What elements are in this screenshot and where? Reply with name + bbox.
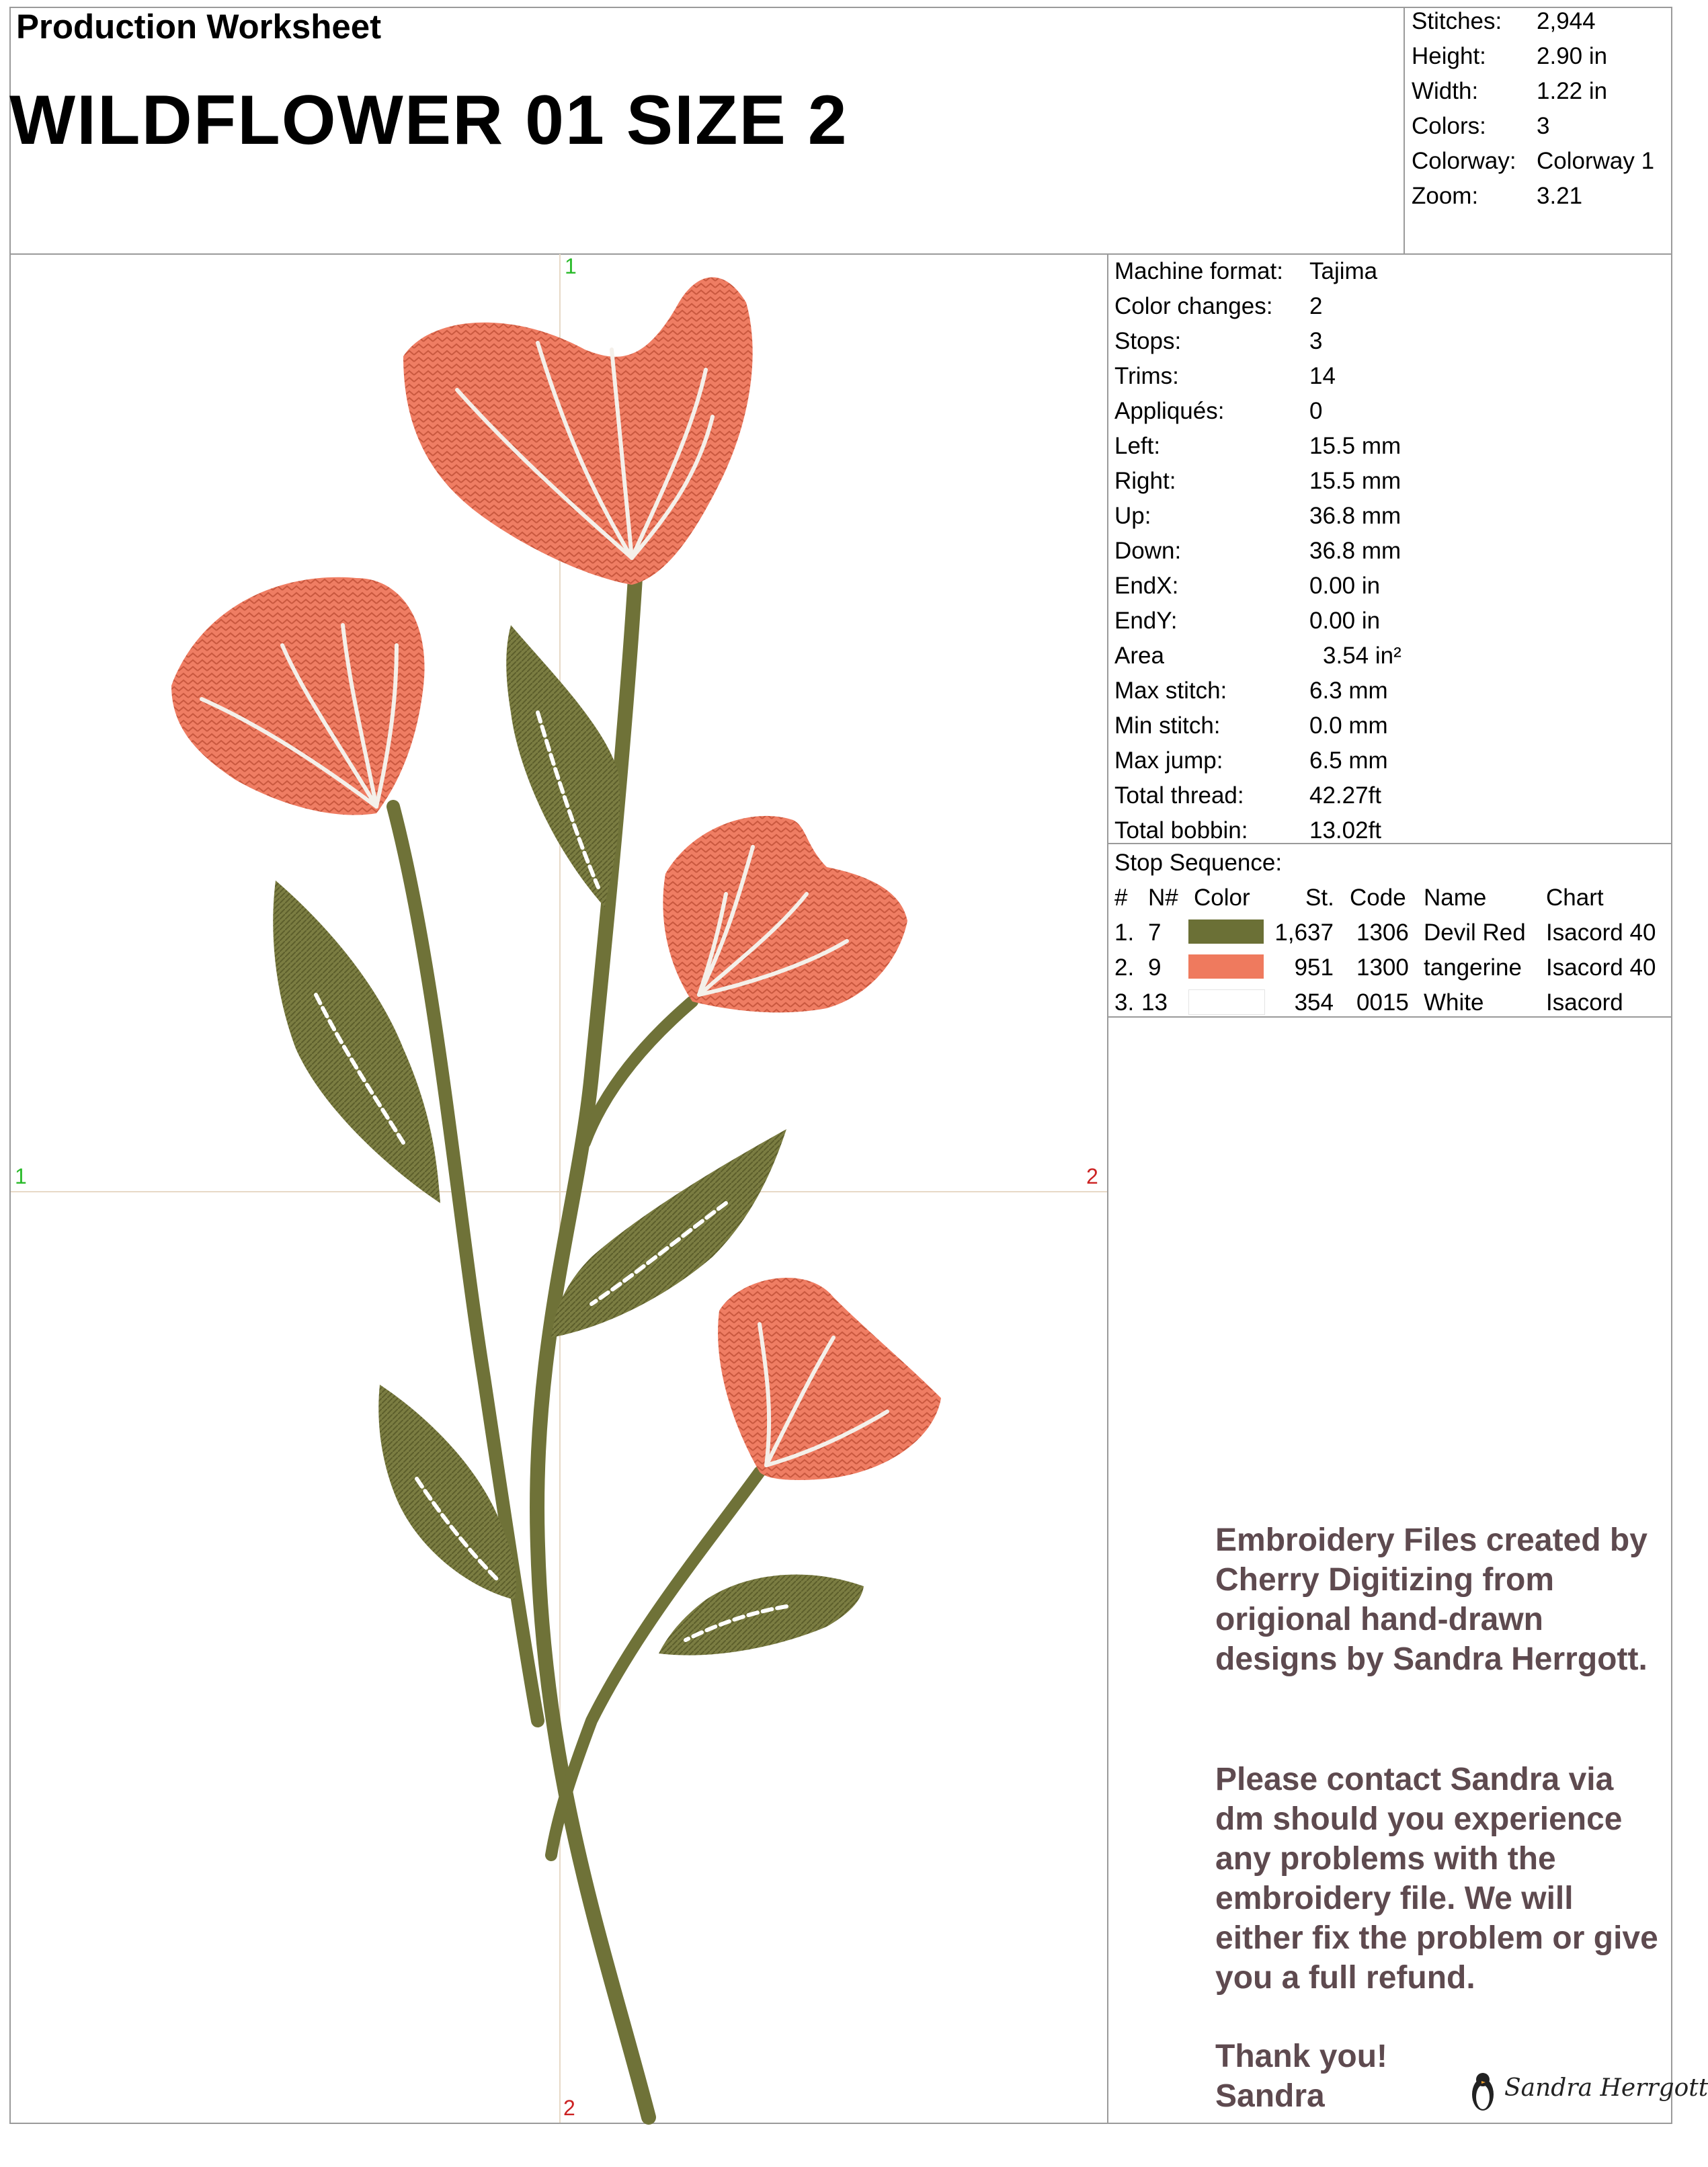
penguin-icon (1463, 2068, 1503, 2115)
summary-row: Colors: 3 (1412, 113, 1550, 139)
col-header-name: Name (1424, 885, 1487, 911)
detail-row: Down: 36.8 mm (1114, 538, 1401, 564)
detail-row: Appliqués: 0 (1114, 398, 1323, 424)
row-name: White (1424, 989, 1484, 1016)
detail-row: Area 3.54 in² (1114, 643, 1401, 669)
guide-marker-top: 1 (565, 254, 577, 278)
detail-row: Stops: 3 (1114, 328, 1323, 354)
col-header-chart: Chart (1546, 885, 1604, 911)
summary-row: Height: 2.90 in (1412, 43, 1608, 69)
detail-row: EndX: 0.00 in (1114, 573, 1381, 599)
flower-middle-right (663, 816, 907, 1012)
col-header-num: # (1114, 885, 1128, 911)
guide-marker-left: 1 (15, 1164, 27, 1188)
col-header-stitches: St. (1305, 885, 1334, 911)
row-code: 0015 (1356, 989, 1409, 1016)
flower-left (171, 577, 425, 815)
detail-row: Left: 15.5 mm (1114, 433, 1401, 459)
design-divider (1107, 253, 1108, 2124)
row-stitches: 354 (1294, 989, 1334, 1016)
detail-row: Up: 36.8 mm (1114, 503, 1401, 529)
row-chart: Isacord 40 (1546, 919, 1656, 946)
detail-row: Color changes: 2 (1114, 293, 1323, 319)
detail-row: EndY: 0.00 in (1114, 608, 1381, 634)
row-chart: Isacord (1546, 989, 1623, 1016)
col-header-code: Code (1350, 885, 1406, 911)
detail-row: Min stitch: 0.0 mm (1114, 712, 1388, 739)
color-swatch-white (1188, 989, 1265, 1015)
detail-row: Right: 15.5 mm (1114, 468, 1401, 494)
summary-row: Zoom: 3.21 (1412, 183, 1583, 209)
summary-divider (1404, 7, 1405, 254)
detail-row: Max stitch: 6.3 mm (1114, 678, 1388, 704)
worksheet-label: Production Worksheet (16, 7, 382, 46)
design-title: WILDFLOWER 01 SIZE 2 (9, 81, 848, 159)
signature-text: Sandra Herrgott (1504, 2074, 1708, 2102)
row-stitches: 1,637 (1274, 919, 1334, 946)
note-thanks: Thank you! (1215, 2039, 1388, 2074)
row-code: 1306 (1356, 919, 1409, 946)
detail-row: Total bobbin: 13.02ft (1114, 817, 1382, 844)
row-chart: Isacord 40 (1546, 954, 1656, 981)
row-stitches: 951 (1294, 954, 1334, 981)
color-swatch-tangerine (1188, 954, 1264, 979)
flower-bottom-right (718, 1278, 941, 1480)
signature-logo (1463, 2062, 1708, 2116)
row-num: 3. (1114, 989, 1135, 1016)
detail-row: Machine format: Tajima (1114, 258, 1378, 284)
leaf-lower-right (659, 1575, 864, 1655)
row-needle: 7 (1148, 919, 1162, 946)
row-num: 2. (1114, 954, 1135, 981)
color-swatch-green (1188, 919, 1264, 944)
right-branch-lower (551, 1472, 760, 1855)
row-code: 1300 (1356, 954, 1409, 981)
note-credit: Embroidery Files created by Cherry Digitizing from origional hand-drawn designs by Sandra Herrgott. (1215, 1522, 1648, 1677)
summary-row: Width: 1.22 in (1412, 78, 1608, 104)
summary-row: Colorway: Colorway 1 (1412, 148, 1655, 174)
detail-row: Total thread: 42.27ft (1114, 782, 1382, 809)
flower-top (403, 278, 753, 585)
note-contact: Please contact Sandra via dm should you experience any problems with the embroidery file. We will either fix the problem or give you a full refund. (1215, 1762, 1658, 1996)
summary-row: Stitches: 2,944 (1412, 8, 1596, 34)
row-name: Devil Red (1424, 919, 1526, 946)
row-name: tangerine (1424, 954, 1522, 981)
row-needle: 9 (1148, 954, 1162, 981)
guide-marker-bottom: 2 (563, 2096, 575, 2120)
guide-marker-right: 2 (1086, 1164, 1098, 1188)
detail-row: Trims: 14 (1114, 363, 1336, 389)
note-signoff: Sandra (1215, 2078, 1325, 2114)
right-border (1671, 7, 1672, 2124)
col-header-color: Color (1194, 885, 1250, 911)
col-header-needle: N# (1148, 885, 1178, 911)
row-num: 1. (1114, 919, 1135, 946)
detail-row: Max jump: 6.5 mm (1114, 747, 1388, 774)
stop-sequence-label: Stop Sequence: (1114, 850, 1283, 876)
row-needle: 13 (1141, 989, 1168, 1016)
leaf-upper-left (506, 625, 620, 907)
